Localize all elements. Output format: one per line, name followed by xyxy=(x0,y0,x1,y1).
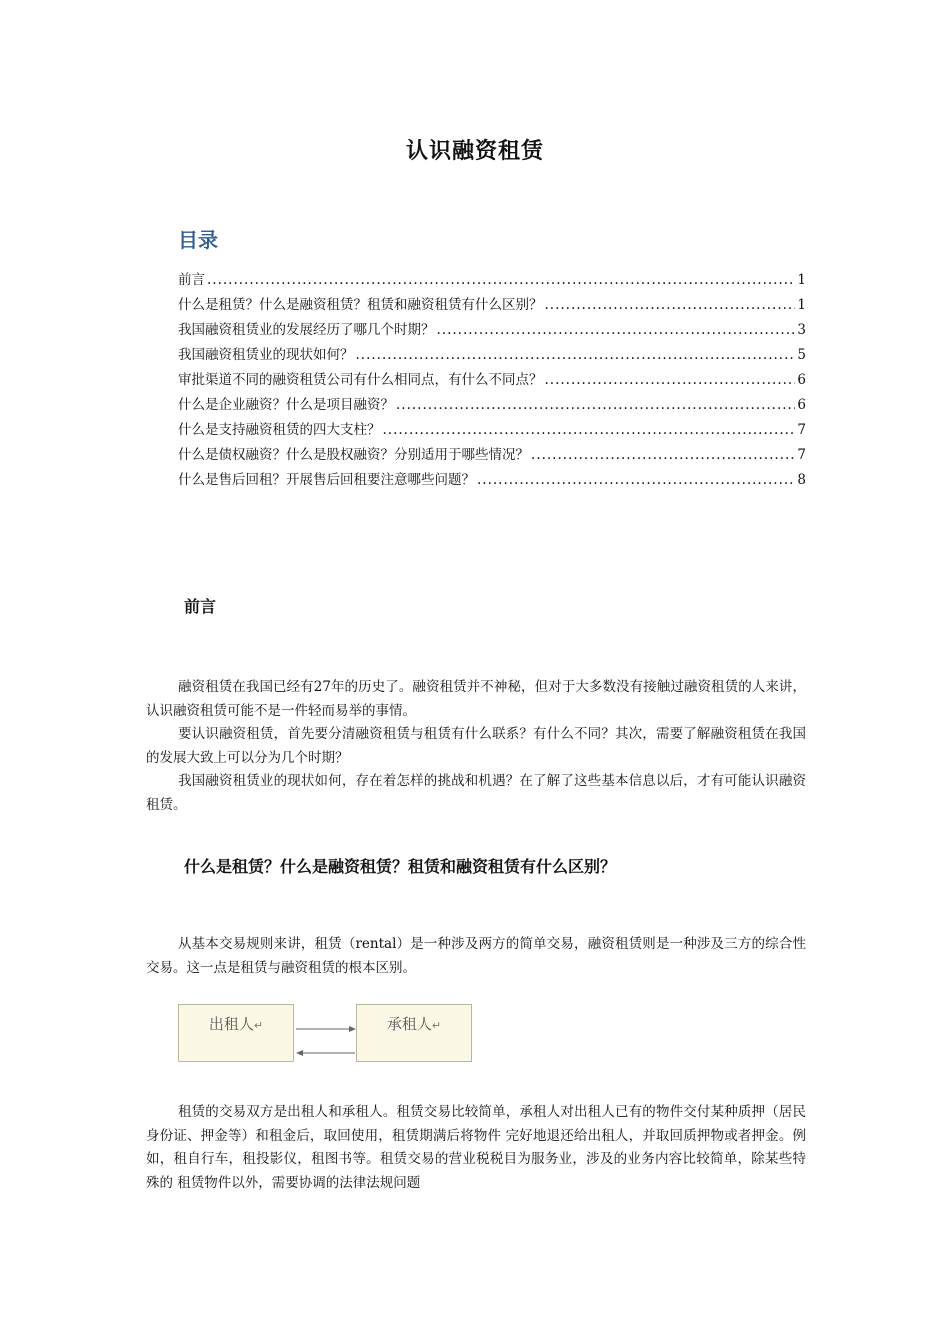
lessee-label: 承租人 xyxy=(386,1015,432,1033)
arrow-right-icon xyxy=(296,1026,356,1032)
toc-leader-dots xyxy=(477,472,795,488)
toc-item-enterprise-project-financing[interactable] xyxy=(178,393,806,418)
toc-item-text: 我国融资租赁业的现状如何？ xyxy=(178,347,354,363)
paragraph: 要认识融资租赁，首先要分清融资租赁与租赁有什么联系？有什么不同？其次，需要了解融资租赁在我国的发展大致上可以分为几个时期？ xyxy=(146,726,806,766)
toc-leader-dots xyxy=(437,322,796,338)
toc-leader-dots xyxy=(356,347,796,363)
toc-heading: 目录 xyxy=(178,228,218,252)
toc-item-preface[interactable] xyxy=(178,268,806,293)
toc-page-number: 7 xyxy=(797,422,806,438)
section-heading-rental-vs-financial-leasing: 什么是租赁？什么是融资租赁？租赁和融资租赁有什么区别？ xyxy=(184,857,617,876)
toc-page-number: 3 xyxy=(797,322,806,338)
section1-body xyxy=(146,933,806,980)
toc-page-number: 8 xyxy=(797,472,806,488)
toc-page-number: 6 xyxy=(797,372,806,388)
toc-page-number: 6 xyxy=(797,397,806,413)
paragraph: 租赁的交易双方是出租人和承租人。租赁交易比较简单，承租人对出租人已有的物件交付某种质押（居民身份证、押金等）和租金后，取回使用，租赁期满后将物件 完好地退还给出租人，并取回质押物或者押金。例如，租自行车，租投影仪，租图书等。租赁交易的营业税税目为服务业，涉及的业务内容比较简单，除某些特殊的 租赁物件以外，需要协调的法律法规问题 xyxy=(146,1104,806,1191)
toc-item-rental-vs-financial-leasing[interactable] xyxy=(178,293,806,318)
toc-item-development-periods[interactable] xyxy=(178,318,806,343)
toc-item-approval-channels[interactable] xyxy=(178,368,806,393)
toc-item-text: 什么是租赁？什么是融资租赁？租赁和融资租赁有什么区别？ xyxy=(178,297,543,313)
toc-item-text: 什么是债权融资？什么是股权融资？分别适用于哪些情况？ xyxy=(178,447,529,463)
toc-leader-dots xyxy=(383,422,796,438)
paragraph-mark: ↵ xyxy=(253,1019,264,1032)
toc-leader-dots xyxy=(545,372,796,388)
toc-item-text: 什么是企业融资？什么是项目融资？ xyxy=(178,397,394,413)
toc-page-number: 5 xyxy=(797,347,806,363)
toc-page-number: 1 xyxy=(797,297,806,313)
toc-item-four-pillars[interactable] xyxy=(178,418,806,443)
toc-leader-dots xyxy=(531,447,795,463)
lessor-lessee-diagram xyxy=(178,1004,474,1066)
section1-body-continued xyxy=(146,1101,806,1195)
arrow-left-icon xyxy=(296,1050,355,1056)
toc-item-current-status[interactable] xyxy=(178,343,806,368)
section-heading-preface: 前言 xyxy=(184,597,217,616)
lessor-label: 出租人 xyxy=(208,1015,254,1033)
paragraph-mark: ↵ xyxy=(431,1019,442,1032)
toc-page-number: 1 xyxy=(797,272,806,288)
diagram-arrows xyxy=(178,1004,474,1066)
toc-leader-dots xyxy=(396,397,795,413)
toc-item-text: 什么是支持融资租赁的四大支柱？ xyxy=(178,422,381,438)
toc-item-debt-equity-financing[interactable] xyxy=(178,443,806,468)
table-of-contents xyxy=(178,268,806,493)
toc-page-number: 7 xyxy=(797,447,806,463)
toc-leader-dots xyxy=(207,272,795,288)
paragraph: 我国融资租赁业的现状如何，存在着怎样的挑战和机遇？在了解了这些基本信息以后，才有可能认识融资租赁。 xyxy=(146,773,806,813)
toc-item-sale-leaseback[interactable] xyxy=(178,468,806,493)
paragraph: 从基本交易规则来讲，租赁（rental）是一种涉及两方的简单交易，融资租赁则是一种涉及三方的综合性交易。这一点是租赁与融资租赁的根本区别。 xyxy=(146,936,806,976)
toc-item-text: 审批渠道不同的融资租赁公司有什么相同点，有什么不同点？ xyxy=(178,372,543,388)
toc-leader-dots xyxy=(545,297,796,313)
document-title: 认识融资租赁 xyxy=(405,139,544,164)
toc-item-text: 前言 xyxy=(178,272,205,288)
paragraph: 融资租赁在我国已经有27年的历史了。融资租赁并不神秘，但对于大多数没有接触过融资租赁的人来讲，认识融资租赁可能不是一件轻而易举的事情。 xyxy=(146,679,806,719)
toc-item-text: 我国融资租赁业的发展经历了哪几个时期？ xyxy=(178,322,435,338)
toc-item-text: 什么是售后回租？开展售后回租要注意哪些问题？ xyxy=(178,472,475,488)
preface-body xyxy=(146,676,806,817)
